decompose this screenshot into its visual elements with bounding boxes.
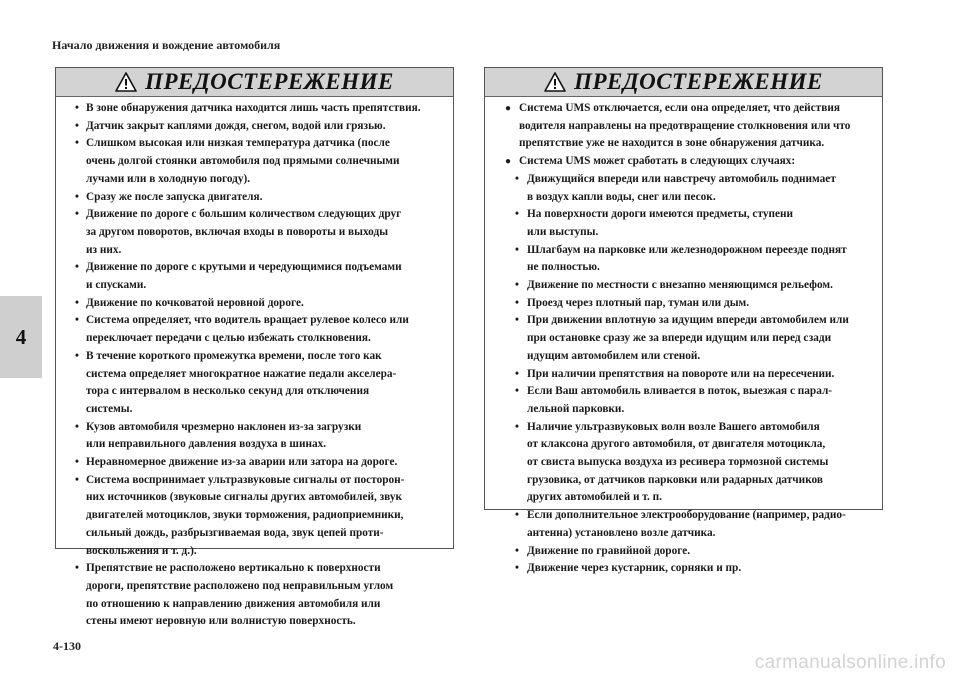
bullet-line: антенна) установлено возле датчика. [527, 526, 716, 539]
bullet-line: Движение через кустарник, сорняки и пр. [527, 562, 742, 575]
bullet-line: Датчик закрыт каплями дождя, снегом, водой или грязью. [86, 119, 386, 132]
bullet-item [70, 560, 445, 631]
warning-list [485, 97, 882, 578]
bullet-line: При наличии препятствия на повороте или на пересечении. [527, 367, 835, 380]
warning-title: ПРЕДОСТЕРЕЖЕНИЕ [574, 69, 823, 94]
bullet-line: Движение по кочковатой неровной дороге. [86, 296, 304, 309]
watermark: carmanualsonline.info [754, 652, 946, 673]
bullet-line: Наличие ультразвуковых волн возле Вашего автомобиля [527, 420, 820, 433]
bullet-line: Система UMS может сработать в следующих случаях: [519, 155, 796, 168]
bullet-line: и спусками. [86, 279, 147, 292]
bullet-item [505, 312, 874, 365]
bullet-item [70, 259, 445, 294]
bullet-line: или неправильного давления воздуха в шинах. [86, 438, 327, 451]
bullet-line: сильный дождь, разбрызгиваемая вода, звук цепей проти- [86, 526, 384, 539]
bullet-item [505, 277, 874, 295]
bullet-line: препятствие уже не находится в зоне обнаружения датчика. [519, 137, 825, 150]
bullet-line: тора с интервалом в несколько секунд для отключения [86, 385, 370, 398]
bullet-item [70, 454, 445, 472]
bullet-line: из них. [86, 243, 122, 256]
bullet-item [70, 472, 445, 561]
bullet-item [70, 189, 445, 207]
bullet-line: Движение по дороге с большим количеством следующих друг [86, 208, 402, 221]
bullet-line: Слишком высокая или низкая температура датчика (после [86, 137, 390, 150]
page-number: 4-130 [53, 639, 81, 653]
bullet-line: Шлагбаум на парковке или железнодорожном переезде поднят [527, 243, 847, 256]
bullet-line: водителя направлены на предотвращение столкновения или что [519, 119, 851, 132]
bullet-line: них источников (звуковые сигналы других автомобилей, звук [86, 491, 403, 504]
bullet-item [505, 419, 874, 508]
bullet-line: двигателей мотоциклов, звуки торможения, радиоприемники, [86, 509, 404, 522]
bullet-line: Движение по дороге с крутыми и чередующимися подъемами [86, 261, 402, 274]
bullet-line: Движение по гравийной дороге. [527, 544, 691, 557]
warning-header [485, 68, 882, 97]
main-point-item [505, 100, 874, 153]
bullet-line: Движение по местности с внезапно меняющимся рельефом. [527, 279, 833, 292]
bullet-item [505, 543, 874, 561]
bullet-line: система определяет многократное нажатие педали акселера- [86, 367, 397, 380]
bullet-line: Если дополнительное электрооборудование (например, радио- [527, 509, 846, 522]
bullet-item [505, 507, 874, 542]
warning-title: ПРЕДОСТЕРЕЖЕНИЕ [145, 69, 394, 94]
bullet-line: лельной парковки. [527, 402, 625, 415]
bullet-item [70, 295, 445, 313]
bullet-item [70, 135, 445, 188]
warning-header [56, 68, 453, 97]
bullet-item [505, 171, 874, 206]
bullet-line: от клаксона другого автомобиля, от двигателя мотоцикла, [527, 438, 826, 451]
bullet-line: При движении вплотную за идущим впереди автомобилем или [527, 314, 849, 327]
warning-triangle-icon [115, 72, 137, 92]
bullet-line: Система воспринимает ультразвуковые сигналы от посторон- [86, 473, 405, 486]
bullet-line: при остановке сразу же за впереди идущим или перед сзади [527, 332, 832, 345]
bullet-line: Если Ваш автомобиль вливается в поток, выезжая с парал- [527, 385, 833, 398]
bullet-line: Проезд через плотный пар, туман или дым. [527, 296, 750, 309]
bullet-item [70, 312, 445, 347]
running-header: Начало движения и вождение автомобиля [52, 38, 281, 52]
bullet-line: от свиста выпуска воздуха из ресивера тормозной системы [527, 456, 829, 469]
bullet-line: стены имеют неровную или волнистую поверхность. [86, 615, 356, 628]
main-point-item [505, 153, 874, 171]
bullet-line: Неравномерное движение из-за аварии или затора на дороге. [86, 456, 398, 469]
bullet-line: В зоне обнаружения датчика находится лишь часть препятствия. [86, 102, 421, 114]
bullet-line: за другом поворотов, включая входы в повороты и выходы [86, 225, 389, 238]
bullet-item [70, 419, 445, 454]
bullet-item [70, 100, 445, 118]
bullet-line: Система UMS отключается, если она определяет, что действия [519, 102, 840, 114]
bullet-item [505, 295, 874, 313]
bullet-item [505, 366, 874, 384]
bullet-line: переключает передачи с целью избежать столкновения. [86, 332, 371, 345]
bullet-item [505, 560, 874, 578]
bullet-line: Система определяет, что водитель вращает рулевое колесо или [86, 314, 409, 327]
bullet-line: В течение короткого промежутка времени, после того как [86, 349, 382, 362]
bullet-line: не полностью. [527, 261, 600, 274]
bullet-line: очень долгой стоянки автомобиля под прямыми солнечными [86, 155, 400, 168]
bullet-line: других автомобилей и т. п. [527, 491, 662, 504]
bullet-item [505, 242, 874, 277]
bullet-line: дороги, препятствие расположено под неправильным углом [86, 579, 394, 592]
bullet-line: Сразу же после запуска двигателя. [86, 190, 263, 203]
chapter-number: 4 [15, 324, 27, 349]
bullet-item [505, 206, 874, 241]
bullet-line: системы. [86, 402, 133, 415]
warning-box-left [55, 67, 454, 628]
bullet-item [505, 383, 874, 418]
bullet-line: или выступы. [527, 225, 599, 238]
warning-triangle-icon [544, 72, 566, 92]
warning-box-right [484, 67, 883, 575]
bullet-item [70, 348, 445, 419]
bullet-item [70, 206, 445, 259]
bullet-line: Препятствие не расположено вертикально к поверхности [86, 562, 381, 575]
bullet-line: лучами или в холодную погоду). [86, 172, 251, 185]
bullet-item [70, 118, 445, 136]
chapter-tab [0, 296, 42, 378]
bullet-line: воскольжения и т. д.). [86, 544, 197, 557]
bullet-line: Кузов автомобиля чрезмерно наклонен из-за загрузки [86, 420, 362, 433]
warning-list [56, 97, 453, 631]
bullet-line: На поверхности дороги имеются предметы, ступени [527, 208, 794, 221]
bullet-line: в воздух капли воды, снег или песок. [527, 190, 716, 203]
bullet-line: грузовика, от датчиков парковки или радарных датчиков [527, 473, 824, 486]
bullet-line: Движущийся впереди или навстречу автомобиль поднимает [527, 172, 836, 185]
bullet-line: идущим автомобилем или стеной. [527, 349, 701, 362]
bullet-line: по отношению к направлению движения автомобиля или [86, 597, 381, 610]
